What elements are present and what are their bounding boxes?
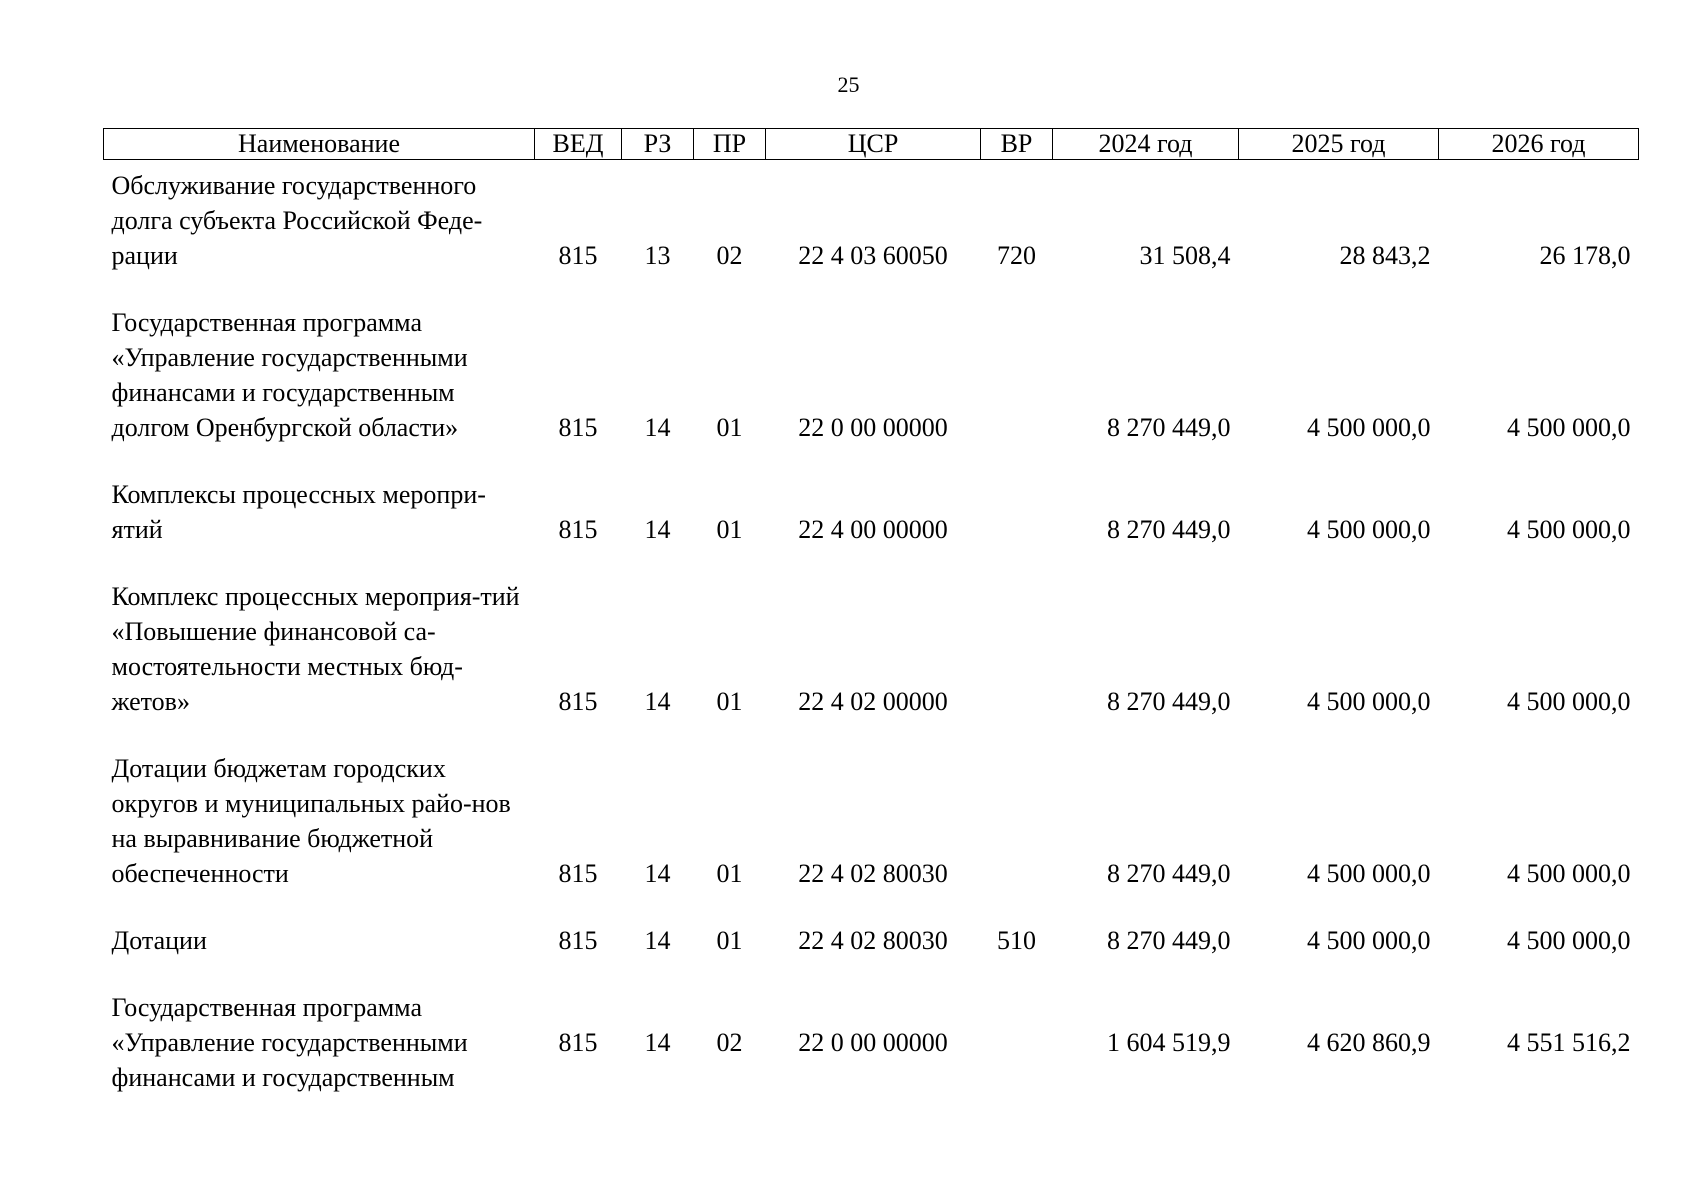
row-2025: 4 500 000,0 [1307,926,1431,955]
row-csr: 22 4 02 00000 [798,687,948,716]
row-vr: 510 [997,926,1036,955]
row-name: Государственная программа «Управление государственными финансами и государственным [111,993,468,1092]
header-2025: 2025 год [1239,129,1439,160]
row-2026: 4 500 000,0 [1507,859,1631,888]
row-2025: 28 843,2 [1339,241,1431,270]
header-name: Наименование [104,129,535,160]
row-vr [981,477,1053,579]
row-2026: 4 500 000,0 [1507,926,1631,955]
row-ved: 815 [558,926,598,955]
row-vr [981,579,1053,751]
row-ved: 815 [558,515,598,544]
row-2024: 8 270 449,0 [1107,687,1231,716]
row-name: Дотации [111,926,207,955]
row-pr: 02 [716,241,743,270]
row-2025: 4 500 000,0 [1307,859,1431,888]
row-csr: 22 0 00 00000 [798,1028,948,1057]
row-vr [981,751,1053,923]
row-2024: 8 270 449,0 [1107,859,1231,888]
row-rz: 14 [644,1028,671,1057]
row-ved: 815 [558,1028,598,1057]
row-rz: 14 [644,413,671,442]
row-pr: 01 [716,413,743,442]
budget-table [103,128,1639,1095]
header-row [104,129,1639,160]
table-row [104,923,1639,990]
row-rz: 14 [644,859,671,888]
header-pr: ПР [694,129,766,160]
row-rz: 13 [644,241,671,270]
row-2024: 8 270 449,0 [1107,515,1231,544]
row-csr: 22 4 00 00000 [798,515,948,544]
row-pr: 01 [716,859,743,888]
row-rz: 14 [644,515,671,544]
row-name: Комплексы процессных меропри-ятий [111,480,486,544]
row-2026: 4 500 000,0 [1507,687,1631,716]
header-ved: ВЕД [535,129,622,160]
table-row [104,160,1639,306]
row-name: Государственная программа «Управление государственными финансами и государственным долгом Оренбургской области» [111,308,468,442]
row-2026: 4 500 000,0 [1507,413,1631,442]
row-csr: 22 0 00 00000 [798,413,948,442]
table-row [104,990,1639,1095]
row-ved: 815 [558,687,598,716]
row-name: Дотации бюджетам городских округов и муниципальных райо-нов на выравнивание бюджетной обеспеченности [111,754,511,888]
row-2024: 1 604 519,9 [1107,1028,1231,1057]
row-csr: 22 4 02 80030 [798,926,948,955]
header-rz: РЗ [622,129,694,160]
row-name: Комплекс процессных мероприя-тий «Повышение финансовой са-мостоятельности местных бюд-жетов» [111,582,520,716]
page-number: 25 [837,72,860,97]
row-2025: 4 500 000,0 [1307,515,1431,544]
row-ved: 815 [558,413,598,442]
header-2026: 2026 год [1439,129,1639,160]
row-vr [981,305,1053,477]
row-pr: 01 [716,515,743,544]
table-body [104,160,1639,1096]
row-name: Обслуживание государственного долга субъекта Российской Феде-рации [111,171,483,270]
table-row [104,579,1639,751]
row-pr: 01 [716,926,743,955]
row-csr: 22 4 03 60050 [798,241,948,270]
row-2024: 8 270 449,0 [1107,926,1231,955]
row-2026: 4 551 516,2 [1507,1028,1631,1057]
row-2026: 26 178,0 [1539,241,1631,270]
row-2025: 4 620 860,9 [1307,1028,1431,1057]
row-vr: 720 [997,241,1036,270]
row-rz: 14 [644,926,671,955]
header-vr: ВР [981,129,1053,160]
row-2024: 31 508,4 [1139,241,1231,270]
row-vr [981,990,1053,1095]
table-header [104,129,1639,160]
table-row [104,477,1639,579]
row-pr: 01 [716,687,743,716]
header-csr: ЦСР [766,129,981,160]
row-2025: 4 500 000,0 [1307,687,1431,716]
row-ved: 815 [558,859,598,888]
row-2025: 4 500 000,0 [1307,413,1431,442]
row-2026: 4 500 000,0 [1507,515,1631,544]
table-row [104,305,1639,477]
row-ved: 815 [558,241,598,270]
row-rz: 14 [644,687,671,716]
table-row [104,751,1639,923]
row-2024: 8 270 449,0 [1107,413,1231,442]
row-csr: 22 4 02 80030 [798,859,948,888]
header-2024: 2024 год [1053,129,1239,160]
row-pr: 02 [716,1028,743,1057]
